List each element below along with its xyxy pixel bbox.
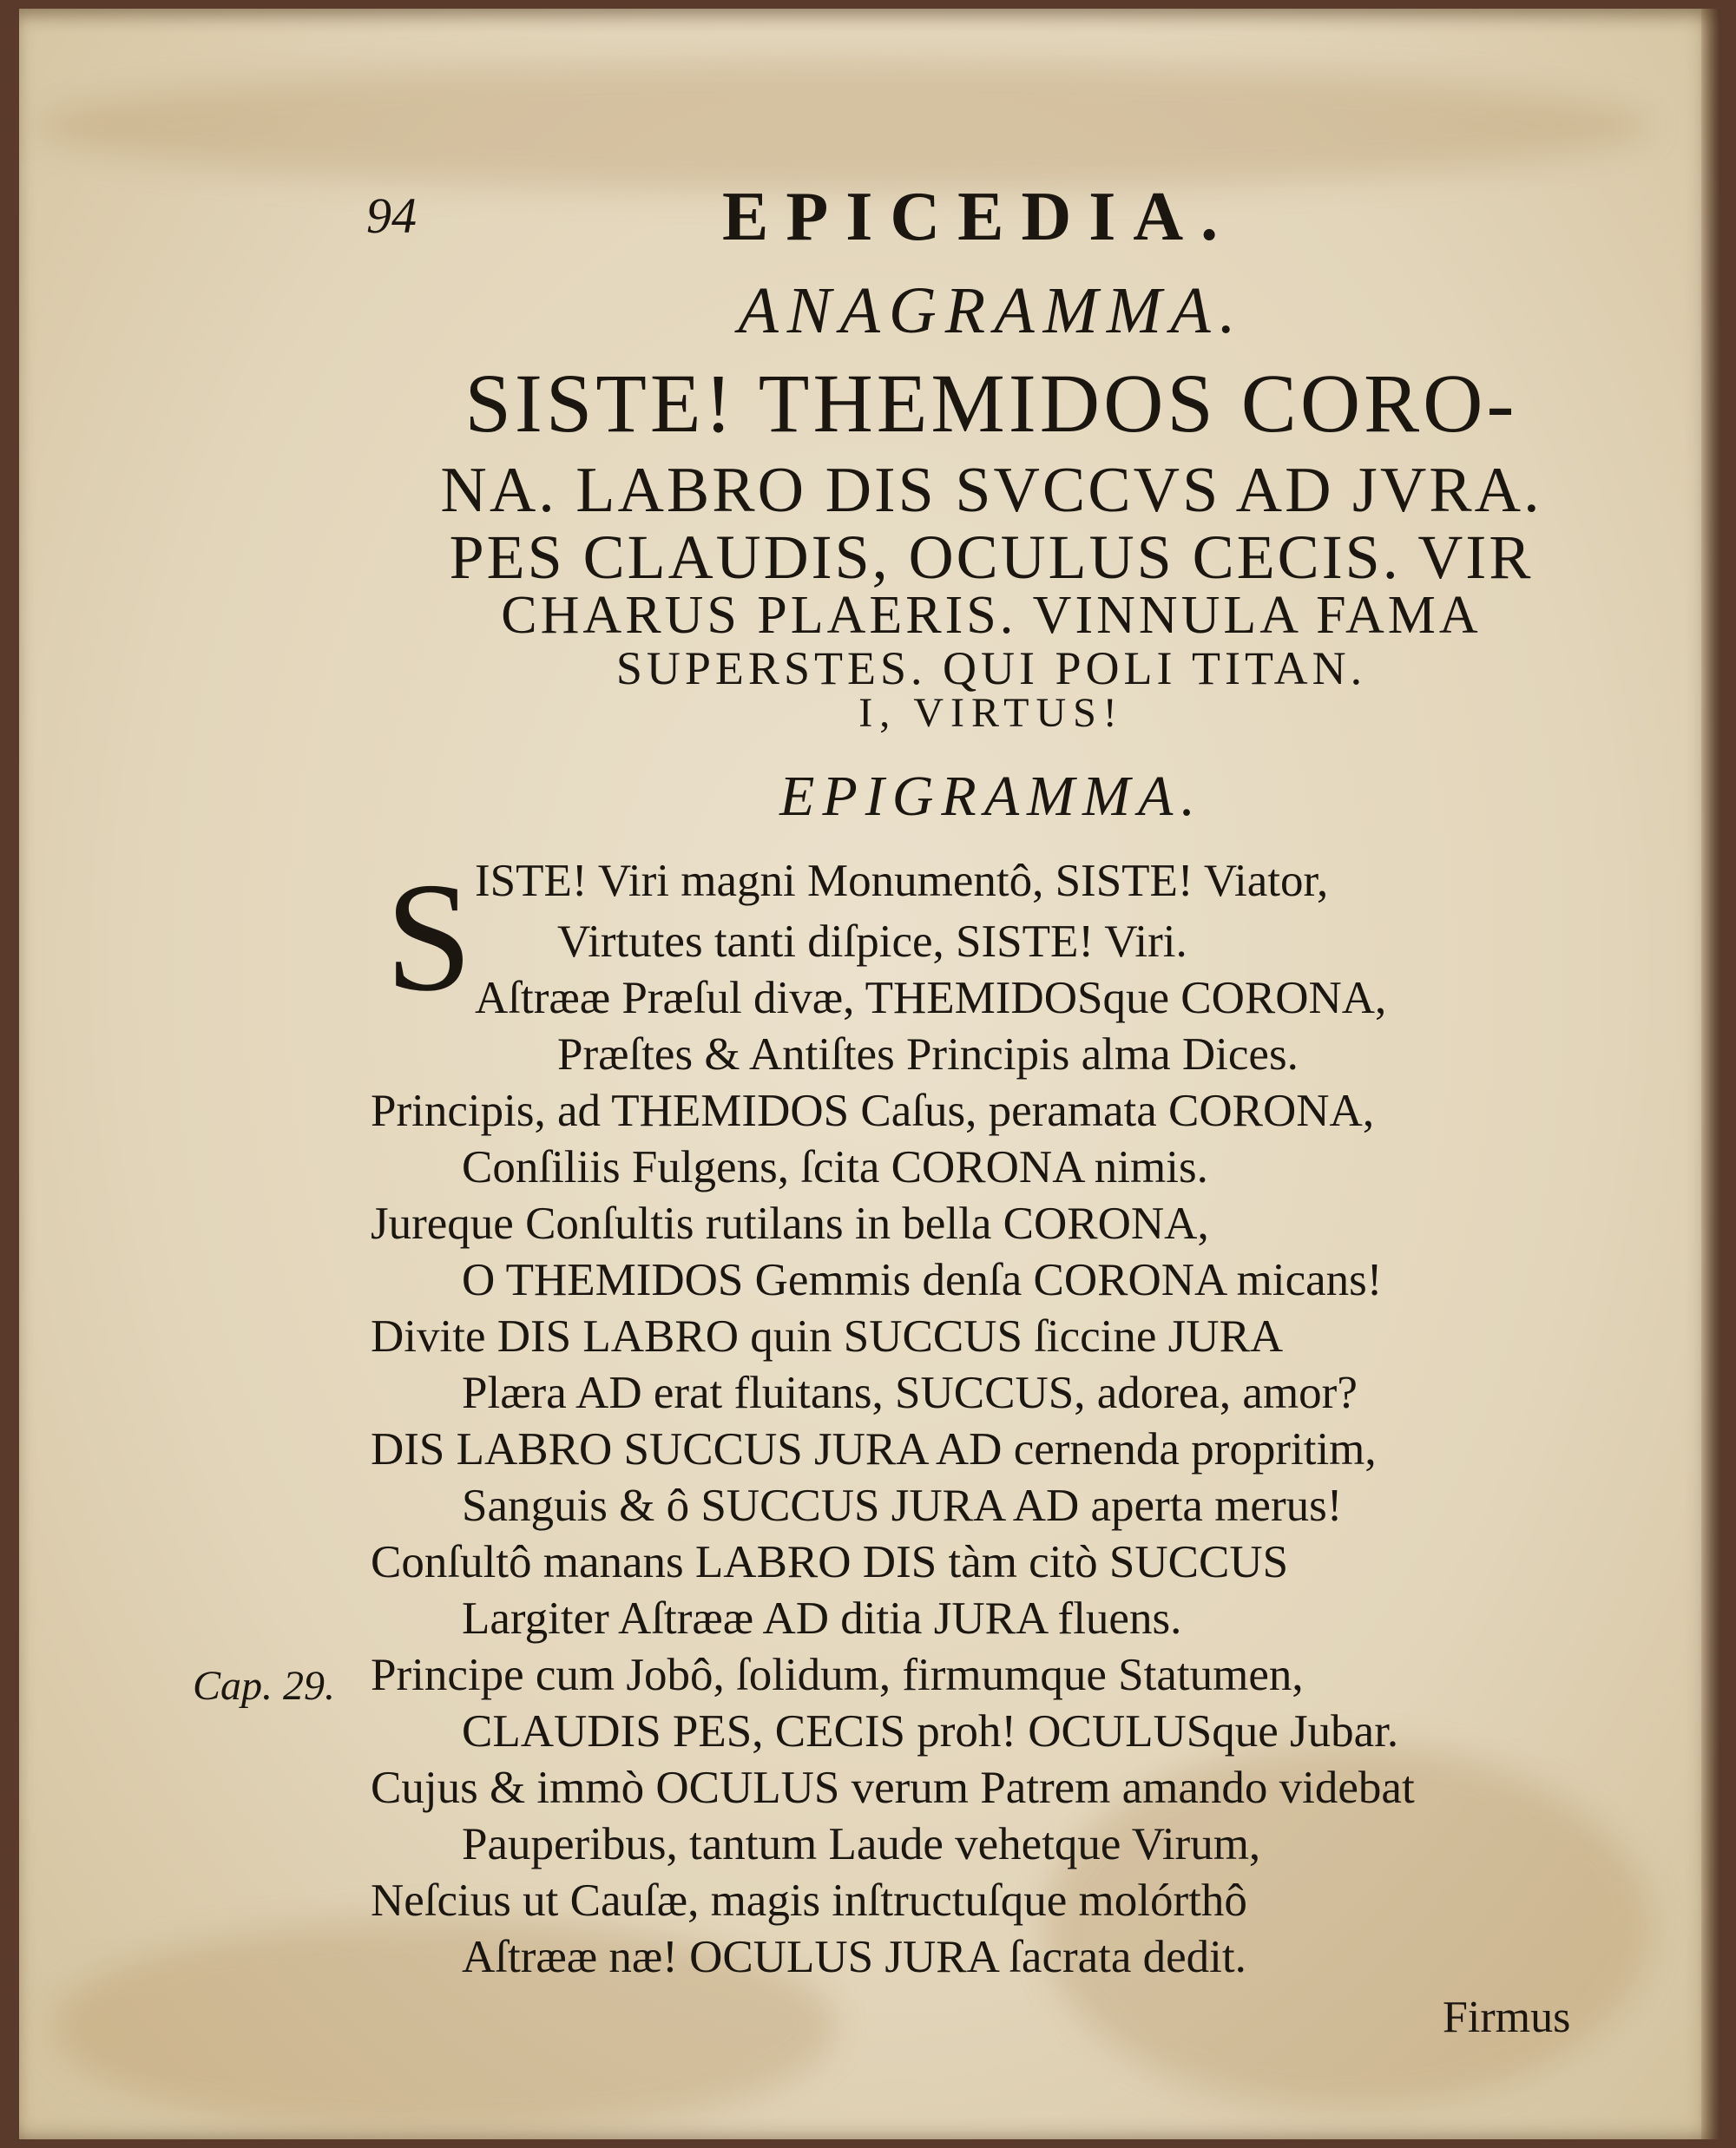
verse-line: Aſtrææ næ! OCULUS JURA ſacrata dedit. — [462, 1932, 1246, 1982]
page-number: 94 — [366, 187, 417, 244]
verse-line: O THEMIDOS Gemmis denſa CORONA micans! — [462, 1255, 1383, 1305]
verse-line: Cujus & immò OCULUS verum Patrem amando videbat — [371, 1763, 1415, 1813]
anagram-line: CHARUS PLAERIS. VINNULA FAMA — [501, 586, 1482, 645]
verse-line: Conſiliis Fulgens, ſcita CORONA nimis. — [462, 1142, 1208, 1192]
verse-line: CLAUDIS PES, CECIS proh! OCULUSque Jubar. — [462, 1706, 1399, 1757]
epigram-heading: EPIGRAMMA. — [779, 765, 1203, 828]
running-title: EPICEDIA. — [722, 179, 1236, 255]
anagram-line: PES CLAUDIS, OCULUS CECIS. VIR — [449, 522, 1534, 592]
anagram-line: SISTE! THEMIDOS CORO- — [464, 357, 1518, 450]
catchword: Firmus — [1443, 1993, 1571, 2042]
verse-line: Conſultô manans LABRO DIS tàm citò SUCCUS — [371, 1537, 1289, 1587]
anagram-line: SUPERSTES. QUI POLI TITAN. — [615, 642, 1367, 694]
anagram-heading: ANAGRAMMA. — [738, 274, 1245, 347]
verse-line: Divite DIS LABRO quin SUCCUS ſiccine JURA — [371, 1311, 1284, 1362]
margin-note: Cap. 29. — [193, 1663, 336, 1709]
anagram-line: NA. LABRO DIS SVCCVS AD JVRA. — [440, 455, 1542, 526]
binding-gutter — [1701, 9, 1720, 2139]
verse-line: ISTE! Viri magni Monumentô, SISTE! Viator, — [475, 856, 1329, 906]
water-stain — [36, 61, 1651, 191]
drop-cap: S — [385, 851, 473, 1023]
verse-line: Aſtrææ Præſul divæ, THEMIDOSque CORONA, — [475, 973, 1387, 1023]
verse-line: Principis, ad THEMIDOS Caſus, peramata CORONA, — [371, 1086, 1375, 1136]
verse-line: Plæra AD erat fluitans, SUCCUS, adorea, amor? — [462, 1368, 1358, 1418]
verse-line: Jureque Conſultis rutilans in bella CORONA, — [371, 1199, 1209, 1249]
verse-line: Virtutes tanti diſpice, SISTE! Viri. — [557, 916, 1187, 967]
verse-line: Pauperibus, tantum Laude vehetque Virum, — [462, 1819, 1261, 1869]
verse-line: Præſtes & Antiſtes Principis alma Dices. — [557, 1029, 1299, 1080]
verse-line: Largiter Aſtrææ AD ditia JURA fluens. — [462, 1593, 1182, 1644]
anagram-line: I, VIRTUS! — [858, 690, 1124, 736]
verse-line: Principe cum Jobô, ſolidum, firmumque Statumen, — [371, 1650, 1304, 1700]
verse-line: Neſcius ut Cauſæ, magis inſtructuſque molórthô — [371, 1875, 1247, 1926]
book-page — [19, 9, 1720, 2139]
verse-line: Sanguis & ô SUCCUS JURA AD aperta merus! — [462, 1481, 1343, 1531]
running-head — [19, 178, 1720, 265]
verse-line: DIS LABRO SUCCUS JURA AD cernenda propritim, — [371, 1424, 1377, 1475]
